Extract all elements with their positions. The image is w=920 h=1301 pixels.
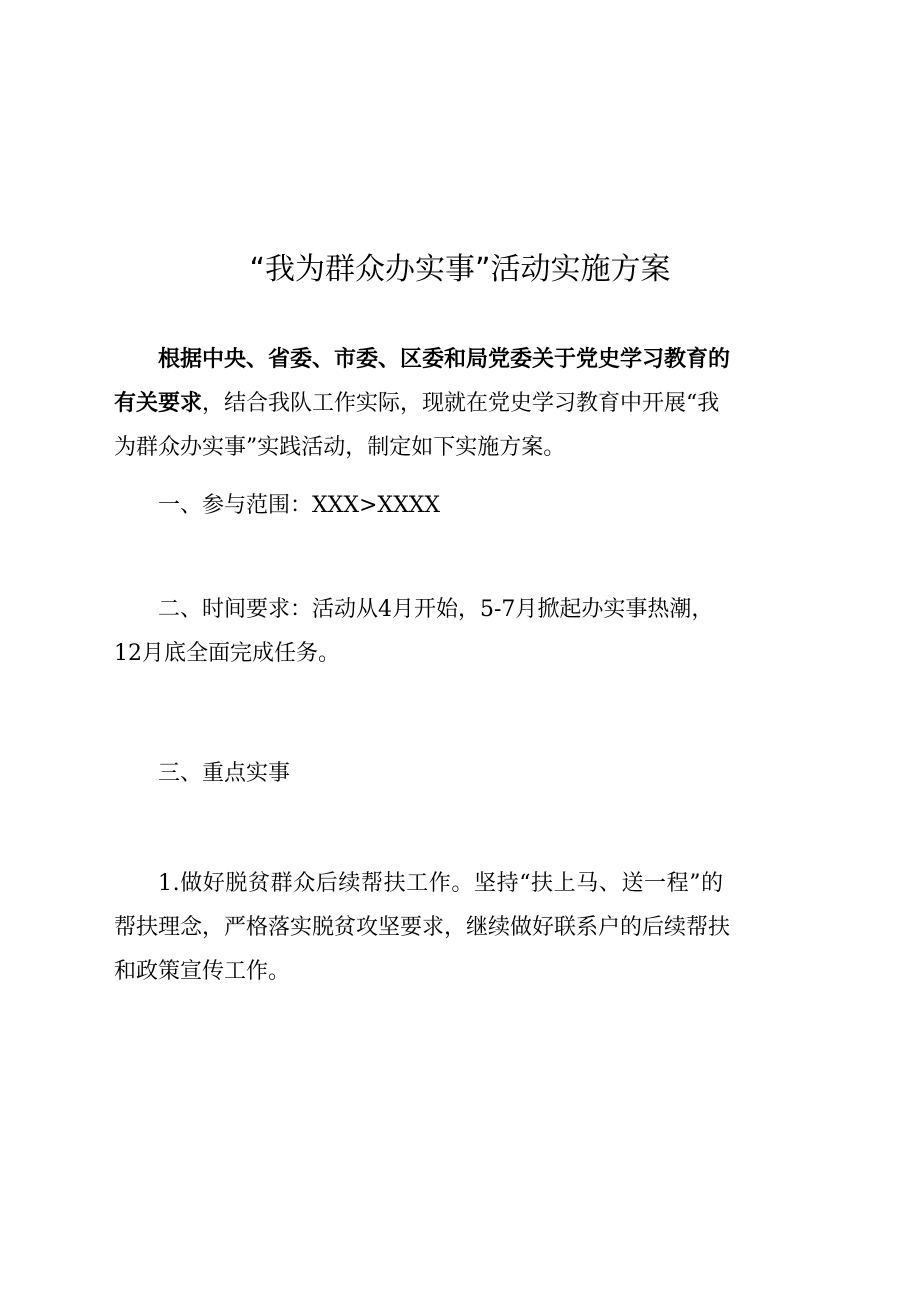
intro-paragraph (114, 337, 814, 470)
section-1-line: 一、参与范围：XXX>XXXX (158, 493, 441, 518)
section-1-scope (114, 484, 814, 528)
intro-line-3: 为群众办实事”实践活动，制定如下实施方案。 (114, 435, 566, 460)
item-1-line-1: 1.做好脱贫群众后续帮扶工作。坚持“扶上马、送一程”的 (158, 871, 724, 896)
section-2-line-1: 二、时间要求：活动从4月开始，5-7月掀起办实事热潮， (158, 597, 714, 622)
intro-line-2-bold: 有关要求 (114, 390, 203, 416)
section-3-heading (114, 752, 814, 796)
intro-line-2-rest: ，结合我队工作实际，现就在党史学习教育中开展“我 (202, 391, 720, 416)
intro-line-1: 根据中央、省委、市委、区委和局党委关于党史学习教育的 (158, 346, 731, 372)
item-1-line-2: 帮扶理念，严格落实脱贫攻坚要求，继续做好联系户的后续帮扶 (114, 915, 731, 940)
section-2-line-2: 12月底全面完成任务。 (114, 641, 340, 666)
section-3-line: 三、重点实事 (158, 761, 291, 786)
document-title: “我为群众办实事”活动实施方案 (249, 252, 671, 287)
section-2-time (114, 588, 814, 676)
intro-line-2 (114, 381, 814, 426)
item-1-paragraph (114, 862, 814, 994)
item-1-line-3: 和政策宣传工作。 (114, 959, 291, 984)
